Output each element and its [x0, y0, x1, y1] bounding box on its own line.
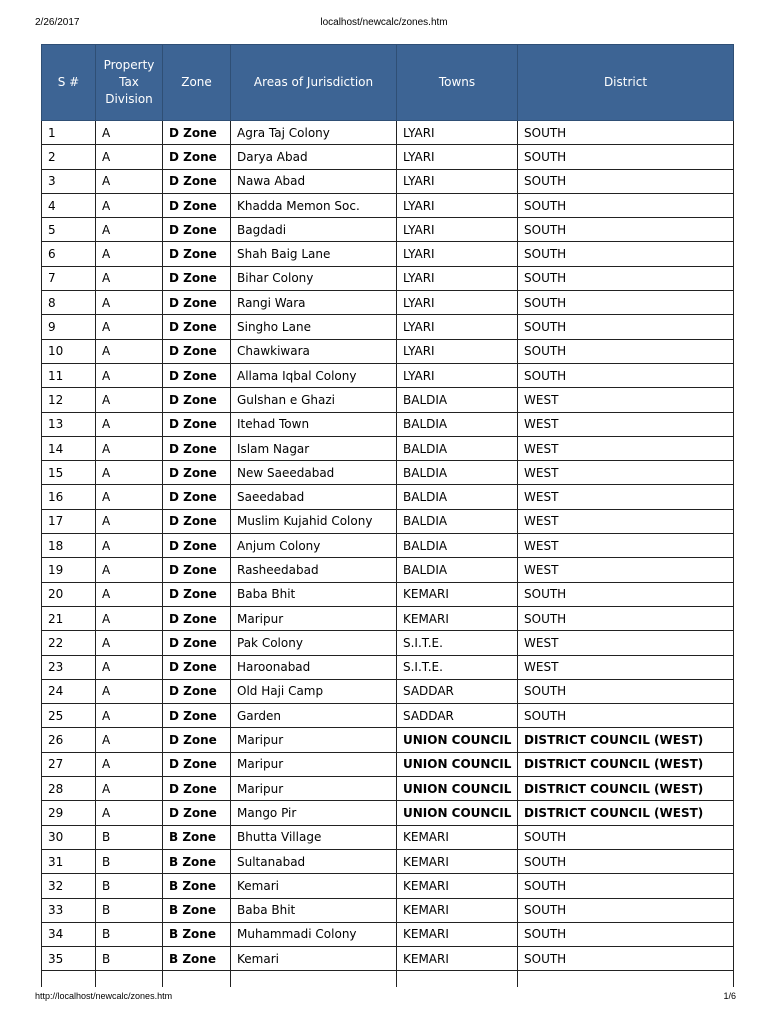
- cell-zone: D Zone: [163, 266, 231, 290]
- empty-cell: [397, 971, 518, 988]
- cell-district: WEST: [518, 631, 734, 655]
- cell-zone: D Zone: [163, 485, 231, 509]
- cell-serial-number: 1: [42, 121, 96, 145]
- table-row: [42, 534, 734, 558]
- cell-property-tax-division: B: [96, 922, 163, 946]
- cell-property-tax-division: A: [96, 363, 163, 387]
- cell-property-tax-division: A: [96, 145, 163, 169]
- cell-serial-number: 22: [42, 631, 96, 655]
- cell-area-of-jurisdiction: Khadda Memon Soc.: [231, 193, 397, 217]
- cell-serial-number: 18: [42, 534, 96, 558]
- cell-area-of-jurisdiction: Chawkiwara: [231, 339, 397, 363]
- cell-zone: B Zone: [163, 898, 231, 922]
- cell-property-tax-division: A: [96, 777, 163, 801]
- cell-zone: D Zone: [163, 169, 231, 193]
- cell-district: DISTRICT COUNCIL (WEST): [518, 777, 734, 801]
- cell-property-tax-division: A: [96, 509, 163, 533]
- print-footer-url: http://localhost/newcalc/zones.htm: [35, 991, 173, 1001]
- cell-town: LYARI: [397, 145, 518, 169]
- cell-district: SOUTH: [518, 849, 734, 873]
- print-header: [0, 17, 768, 33]
- cell-area-of-jurisdiction: Nawa Abad: [231, 169, 397, 193]
- cell-zone: D Zone: [163, 291, 231, 315]
- table-row: [42, 412, 734, 436]
- cell-zone: D Zone: [163, 728, 231, 752]
- table-row: [42, 922, 734, 946]
- column-header-towns: Towns: [397, 45, 518, 121]
- cell-town: S.I.T.E.: [397, 631, 518, 655]
- cell-serial-number: 9: [42, 315, 96, 339]
- cell-town: LYARI: [397, 363, 518, 387]
- cell-serial-number: 4: [42, 193, 96, 217]
- cell-property-tax-division: A: [96, 801, 163, 825]
- cell-town: BALDIA: [397, 509, 518, 533]
- cell-district: SOUTH: [518, 291, 734, 315]
- table-row-continuation: [42, 971, 734, 988]
- empty-cell: [518, 971, 734, 988]
- cell-district: WEST: [518, 534, 734, 558]
- cell-zone: D Zone: [163, 679, 231, 703]
- cell-zone: D Zone: [163, 534, 231, 558]
- cell-district: WEST: [518, 509, 734, 533]
- cell-zone: D Zone: [163, 582, 231, 606]
- cell-area-of-jurisdiction: Itehad Town: [231, 412, 397, 436]
- cell-serial-number: 21: [42, 606, 96, 630]
- cell-district: SOUTH: [518, 169, 734, 193]
- cell-property-tax-division: A: [96, 606, 163, 630]
- cell-town: S.I.T.E.: [397, 655, 518, 679]
- cell-serial-number: 8: [42, 291, 96, 315]
- table-row: [42, 193, 734, 217]
- cell-town: UNION COUNCIL: [397, 777, 518, 801]
- cell-area-of-jurisdiction: Muslim Kujahid Colony: [231, 509, 397, 533]
- cell-district: DISTRICT COUNCIL (WEST): [518, 801, 734, 825]
- empty-cell: [42, 971, 96, 988]
- cell-district: SOUTH: [518, 922, 734, 946]
- cell-district: WEST: [518, 436, 734, 460]
- cell-serial-number: 12: [42, 388, 96, 412]
- cell-property-tax-division: A: [96, 315, 163, 339]
- cell-serial-number: 25: [42, 704, 96, 728]
- table-row: [42, 655, 734, 679]
- table-row: [42, 558, 734, 582]
- cell-serial-number: 11: [42, 363, 96, 387]
- column-header-areas-of-jurisdiction: Areas of Jurisdiction: [231, 45, 397, 121]
- cell-property-tax-division: B: [96, 898, 163, 922]
- cell-area-of-jurisdiction: Kemari: [231, 874, 397, 898]
- table-row: [42, 825, 734, 849]
- cell-town: KEMARI: [397, 922, 518, 946]
- cell-zone: D Zone: [163, 412, 231, 436]
- cell-serial-number: 14: [42, 436, 96, 460]
- cell-property-tax-division: A: [96, 461, 163, 485]
- cell-serial-number: 7: [42, 266, 96, 290]
- cell-property-tax-division: A: [96, 534, 163, 558]
- cell-zone: D Zone: [163, 777, 231, 801]
- cell-zone: D Zone: [163, 509, 231, 533]
- cell-zone: B Zone: [163, 825, 231, 849]
- table-row: [42, 582, 734, 606]
- cell-serial-number: 20: [42, 582, 96, 606]
- table-row: [42, 752, 734, 776]
- cell-district: SOUTH: [518, 121, 734, 145]
- cell-zone: D Zone: [163, 218, 231, 242]
- empty-cell: [163, 971, 231, 988]
- cell-area-of-jurisdiction: Bagdadi: [231, 218, 397, 242]
- cell-area-of-jurisdiction: Singho Lane: [231, 315, 397, 339]
- cell-serial-number: 32: [42, 874, 96, 898]
- cell-district: SOUTH: [518, 582, 734, 606]
- cell-property-tax-division: B: [96, 947, 163, 971]
- cell-area-of-jurisdiction: Islam Nagar: [231, 436, 397, 460]
- cell-town: KEMARI: [397, 947, 518, 971]
- table-row: [42, 388, 734, 412]
- cell-serial-number: 3: [42, 169, 96, 193]
- cell-zone: B Zone: [163, 947, 231, 971]
- cell-zone: D Zone: [163, 752, 231, 776]
- column-header-sn: S #: [42, 45, 96, 121]
- cell-property-tax-division: A: [96, 242, 163, 266]
- cell-serial-number: 6: [42, 242, 96, 266]
- table-row: [42, 266, 734, 290]
- cell-town: BALDIA: [397, 485, 518, 509]
- cell-district: SOUTH: [518, 874, 734, 898]
- cell-zone: B Zone: [163, 849, 231, 873]
- cell-town: LYARI: [397, 315, 518, 339]
- cell-town: LYARI: [397, 169, 518, 193]
- cell-area-of-jurisdiction: Bhutta Village: [231, 825, 397, 849]
- cell-serial-number: 26: [42, 728, 96, 752]
- cell-town: LYARI: [397, 218, 518, 242]
- cell-district: DISTRICT COUNCIL (WEST): [518, 752, 734, 776]
- cell-property-tax-division: A: [96, 193, 163, 217]
- cell-district: DISTRICT COUNCIL (WEST): [518, 728, 734, 752]
- cell-zone: B Zone: [163, 874, 231, 898]
- table-row: [42, 947, 734, 971]
- cell-district: WEST: [518, 412, 734, 436]
- cell-property-tax-division: A: [96, 655, 163, 679]
- cell-area-of-jurisdiction: Haroonabad: [231, 655, 397, 679]
- cell-area-of-jurisdiction: Maripur: [231, 752, 397, 776]
- cell-property-tax-division: B: [96, 874, 163, 898]
- table-row: [42, 169, 734, 193]
- cell-district: WEST: [518, 655, 734, 679]
- table-header-row: [42, 45, 734, 121]
- cell-district: SOUTH: [518, 898, 734, 922]
- cell-area-of-jurisdiction: Maripur: [231, 777, 397, 801]
- cell-property-tax-division: A: [96, 679, 163, 703]
- table-row: [42, 242, 734, 266]
- cell-area-of-jurisdiction: New Saeedabad: [231, 461, 397, 485]
- cell-area-of-jurisdiction: Bihar Colony: [231, 266, 397, 290]
- cell-serial-number: 2: [42, 145, 96, 169]
- cell-town: BALDIA: [397, 412, 518, 436]
- cell-property-tax-division: A: [96, 266, 163, 290]
- cell-area-of-jurisdiction: Kemari: [231, 947, 397, 971]
- cell-town: LYARI: [397, 193, 518, 217]
- cell-area-of-jurisdiction: Gulshan e Ghazi: [231, 388, 397, 412]
- cell-town: BALDIA: [397, 461, 518, 485]
- cell-district: SOUTH: [518, 193, 734, 217]
- cell-serial-number: 35: [42, 947, 96, 971]
- cell-zone: B Zone: [163, 922, 231, 946]
- cell-property-tax-division: A: [96, 169, 163, 193]
- cell-zone: D Zone: [163, 339, 231, 363]
- cell-district: SOUTH: [518, 606, 734, 630]
- cell-area-of-jurisdiction: Baba Bhit: [231, 898, 397, 922]
- cell-town: SADDAR: [397, 704, 518, 728]
- cell-zone: D Zone: [163, 606, 231, 630]
- cell-area-of-jurisdiction: Rasheedabad: [231, 558, 397, 582]
- cell-district: SOUTH: [518, 825, 734, 849]
- cell-zone: D Zone: [163, 145, 231, 169]
- cell-property-tax-division: A: [96, 412, 163, 436]
- cell-serial-number: 5: [42, 218, 96, 242]
- table-row: [42, 461, 734, 485]
- cell-town: LYARI: [397, 121, 518, 145]
- page-number: 1/6: [723, 991, 736, 1001]
- cell-district: WEST: [518, 485, 734, 509]
- print-footer: [0, 991, 768, 1005]
- cell-town: BALDIA: [397, 436, 518, 460]
- table-row: [42, 436, 734, 460]
- cell-serial-number: 33: [42, 898, 96, 922]
- cell-district: SOUTH: [518, 145, 734, 169]
- cell-zone: D Zone: [163, 655, 231, 679]
- cell-area-of-jurisdiction: Sultanabad: [231, 849, 397, 873]
- cell-town: KEMARI: [397, 874, 518, 898]
- cell-district: SOUTH: [518, 266, 734, 290]
- cell-town: KEMARI: [397, 606, 518, 630]
- cell-area-of-jurisdiction: Agra Taj Colony: [231, 121, 397, 145]
- cell-district: SOUTH: [518, 704, 734, 728]
- cell-serial-number: 29: [42, 801, 96, 825]
- cell-property-tax-division: A: [96, 218, 163, 242]
- cell-town: LYARI: [397, 339, 518, 363]
- cell-zone: D Zone: [163, 704, 231, 728]
- cell-area-of-jurisdiction: Muhammadi Colony: [231, 922, 397, 946]
- cell-area-of-jurisdiction: Darya Abad: [231, 145, 397, 169]
- table-row: [42, 679, 734, 703]
- cell-zone: D Zone: [163, 315, 231, 339]
- column-header-property-tax-division: Property Tax Division: [96, 45, 163, 121]
- empty-cell: [96, 971, 163, 988]
- cell-serial-number: 17: [42, 509, 96, 533]
- cell-district: SOUTH: [518, 339, 734, 363]
- cell-zone: D Zone: [163, 436, 231, 460]
- table-row: [42, 849, 734, 873]
- cell-town: BALDIA: [397, 534, 518, 558]
- cell-district: SOUTH: [518, 242, 734, 266]
- cell-serial-number: 10: [42, 339, 96, 363]
- cell-town: LYARI: [397, 242, 518, 266]
- zones-table-body: [42, 121, 734, 988]
- cell-property-tax-division: A: [96, 631, 163, 655]
- zones-table: [41, 44, 734, 987]
- table-row: [42, 121, 734, 145]
- cell-serial-number: 28: [42, 777, 96, 801]
- cell-area-of-jurisdiction: Garden: [231, 704, 397, 728]
- cell-property-tax-division: B: [96, 849, 163, 873]
- cell-town: BALDIA: [397, 388, 518, 412]
- cell-zone: D Zone: [163, 558, 231, 582]
- cell-zone: D Zone: [163, 193, 231, 217]
- cell-town: UNION COUNCIL: [397, 752, 518, 776]
- cell-town: SADDAR: [397, 679, 518, 703]
- table-row: [42, 315, 734, 339]
- cell-district: SOUTH: [518, 947, 734, 971]
- table-row: [42, 704, 734, 728]
- cell-serial-number: 23: [42, 655, 96, 679]
- cell-town: KEMARI: [397, 582, 518, 606]
- cell-zone: D Zone: [163, 242, 231, 266]
- cell-property-tax-division: A: [96, 436, 163, 460]
- table-row: [42, 801, 734, 825]
- cell-zone: D Zone: [163, 801, 231, 825]
- table-row: [42, 728, 734, 752]
- table-row: [42, 777, 734, 801]
- cell-serial-number: 24: [42, 679, 96, 703]
- cell-area-of-jurisdiction: Pak Colony: [231, 631, 397, 655]
- cell-property-tax-division: A: [96, 485, 163, 509]
- table-row: [42, 339, 734, 363]
- cell-area-of-jurisdiction: Mango Pir: [231, 801, 397, 825]
- cell-serial-number: 16: [42, 485, 96, 509]
- cell-zone: D Zone: [163, 461, 231, 485]
- print-date: 2/26/2017: [35, 17, 80, 28]
- cell-district: SOUTH: [518, 679, 734, 703]
- cell-area-of-jurisdiction: Maripur: [231, 728, 397, 752]
- column-header-district: District: [518, 45, 734, 121]
- cell-area-of-jurisdiction: Shah Baig Lane: [231, 242, 397, 266]
- cell-serial-number: 31: [42, 849, 96, 873]
- cell-serial-number: 15: [42, 461, 96, 485]
- cell-property-tax-division: A: [96, 704, 163, 728]
- cell-property-tax-division: A: [96, 582, 163, 606]
- cell-property-tax-division: A: [96, 121, 163, 145]
- cell-area-of-jurisdiction: Baba Bhit: [231, 582, 397, 606]
- cell-zone: D Zone: [163, 121, 231, 145]
- cell-area-of-jurisdiction: Saeedabad: [231, 485, 397, 509]
- table-row: [42, 145, 734, 169]
- column-header-zone: Zone: [163, 45, 231, 121]
- cell-serial-number: 13: [42, 412, 96, 436]
- cell-property-tax-division: A: [96, 752, 163, 776]
- cell-zone: D Zone: [163, 631, 231, 655]
- cell-serial-number: 19: [42, 558, 96, 582]
- table-row: [42, 218, 734, 242]
- cell-district: SOUTH: [518, 315, 734, 339]
- cell-area-of-jurisdiction: Allama Iqbal Colony: [231, 363, 397, 387]
- cell-zone: D Zone: [163, 363, 231, 387]
- cell-town: LYARI: [397, 291, 518, 315]
- table-row: [42, 874, 734, 898]
- cell-town: KEMARI: [397, 825, 518, 849]
- cell-town: UNION COUNCIL: [397, 728, 518, 752]
- print-header-url: localhost/newcalc/zones.htm: [320, 17, 448, 28]
- cell-area-of-jurisdiction: Rangi Wara: [231, 291, 397, 315]
- cell-town: LYARI: [397, 266, 518, 290]
- cell-zone: D Zone: [163, 388, 231, 412]
- table-row: [42, 363, 734, 387]
- cell-area-of-jurisdiction: Maripur: [231, 606, 397, 630]
- cell-town: BALDIA: [397, 558, 518, 582]
- cell-property-tax-division: A: [96, 558, 163, 582]
- cell-town: KEMARI: [397, 898, 518, 922]
- cell-district: SOUTH: [518, 218, 734, 242]
- table-row: [42, 606, 734, 630]
- table-row: [42, 631, 734, 655]
- cell-district: WEST: [518, 461, 734, 485]
- cell-area-of-jurisdiction: Old Haji Camp: [231, 679, 397, 703]
- cell-town: UNION COUNCIL: [397, 801, 518, 825]
- cell-district: WEST: [518, 388, 734, 412]
- cell-property-tax-division: A: [96, 728, 163, 752]
- cell-property-tax-division: B: [96, 825, 163, 849]
- cell-district: SOUTH: [518, 363, 734, 387]
- table-row: [42, 291, 734, 315]
- cell-town: KEMARI: [397, 849, 518, 873]
- cell-serial-number: 27: [42, 752, 96, 776]
- cell-property-tax-division: A: [96, 291, 163, 315]
- empty-cell: [231, 971, 397, 988]
- cell-district: WEST: [518, 558, 734, 582]
- cell-property-tax-division: A: [96, 339, 163, 363]
- table-row: [42, 898, 734, 922]
- cell-serial-number: 30: [42, 825, 96, 849]
- table-row: [42, 485, 734, 509]
- table-row: [42, 509, 734, 533]
- cell-property-tax-division: A: [96, 388, 163, 412]
- cell-serial-number: 34: [42, 922, 96, 946]
- cell-area-of-jurisdiction: Anjum Colony: [231, 534, 397, 558]
